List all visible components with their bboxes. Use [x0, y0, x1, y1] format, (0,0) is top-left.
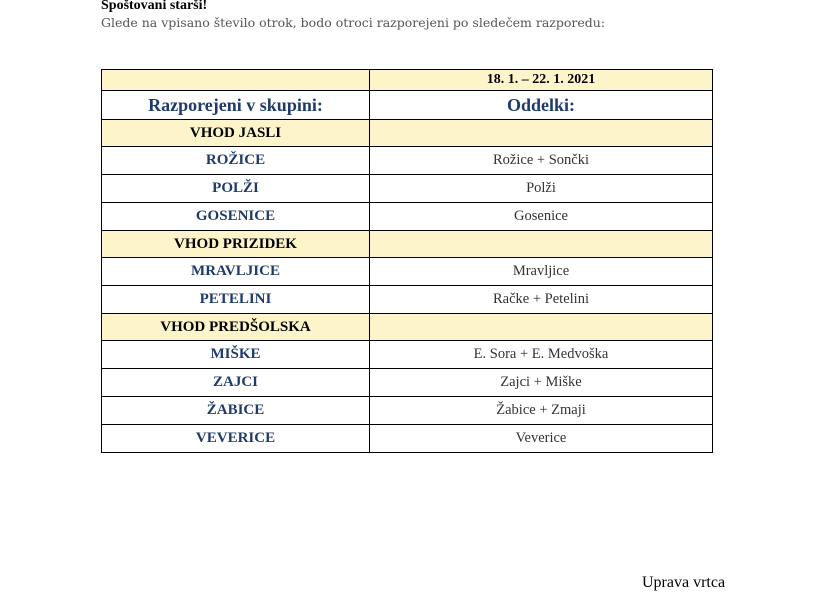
group-column-header: Razporejeni v skupini: [102, 91, 370, 120]
entrance-blank [370, 120, 713, 147]
date-range: 18. 1. – 22. 1. 2021 [370, 70, 713, 91]
entrance-row [102, 120, 713, 147]
entrance-blank [370, 231, 713, 258]
group-name: ZAJCI [102, 369, 370, 397]
entrance-row [102, 231, 713, 258]
department-name: Rožice + Sončki [370, 147, 713, 175]
department-name: Račke + Petelini [370, 286, 713, 314]
department-name: Zajci + Miške [370, 369, 713, 397]
department-name: Veverice [370, 425, 713, 453]
table-row [102, 175, 713, 203]
group-name: POLŽI [102, 175, 370, 203]
group-name: MIŠKE [102, 341, 370, 369]
group-name: MRAVLJICE [102, 258, 370, 286]
entrance-row [102, 314, 713, 341]
entrance-label: VHOD PRIZIDEK [102, 231, 370, 258]
table-row [102, 341, 713, 369]
department-name: Polži [370, 175, 713, 203]
entrance-label: VHOD PREDŠOLSKA [102, 314, 370, 341]
group-name: VEVERICE [102, 425, 370, 453]
date-row-blank [102, 70, 370, 91]
column-header-row [102, 91, 713, 120]
table-row [102, 286, 713, 314]
entrance-blank [370, 314, 713, 341]
group-name: PETELINI [102, 286, 370, 314]
table-row [102, 369, 713, 397]
table-row [102, 397, 713, 425]
table-row [102, 425, 713, 453]
schedule-table [101, 69, 713, 453]
group-name: ŽABICE [102, 397, 370, 425]
date-row [102, 70, 713, 91]
department-name: Žabice + Zmaji [370, 397, 713, 425]
entrance-label: VHOD JASLI [102, 120, 370, 147]
group-name: GOSENICE [102, 203, 370, 231]
department-column-header: Oddelki: [370, 91, 713, 120]
group-name: ROŽICE [102, 147, 370, 175]
department-name: Gosenice [370, 203, 713, 231]
intro-text: Glede na vpisano število otrok, bodo otroci razporejeni po sledečem razporedu: [101, 15, 606, 30]
department-name: E. Sora + E. Medvoška [370, 341, 713, 369]
table-row [102, 147, 713, 175]
signature: Uprava vrtca [642, 574, 726, 591]
table-row [102, 203, 713, 231]
greeting: Spoštovani starši! [101, 0, 208, 13]
department-name: Mravljice [370, 258, 713, 286]
table-row [102, 258, 713, 286]
